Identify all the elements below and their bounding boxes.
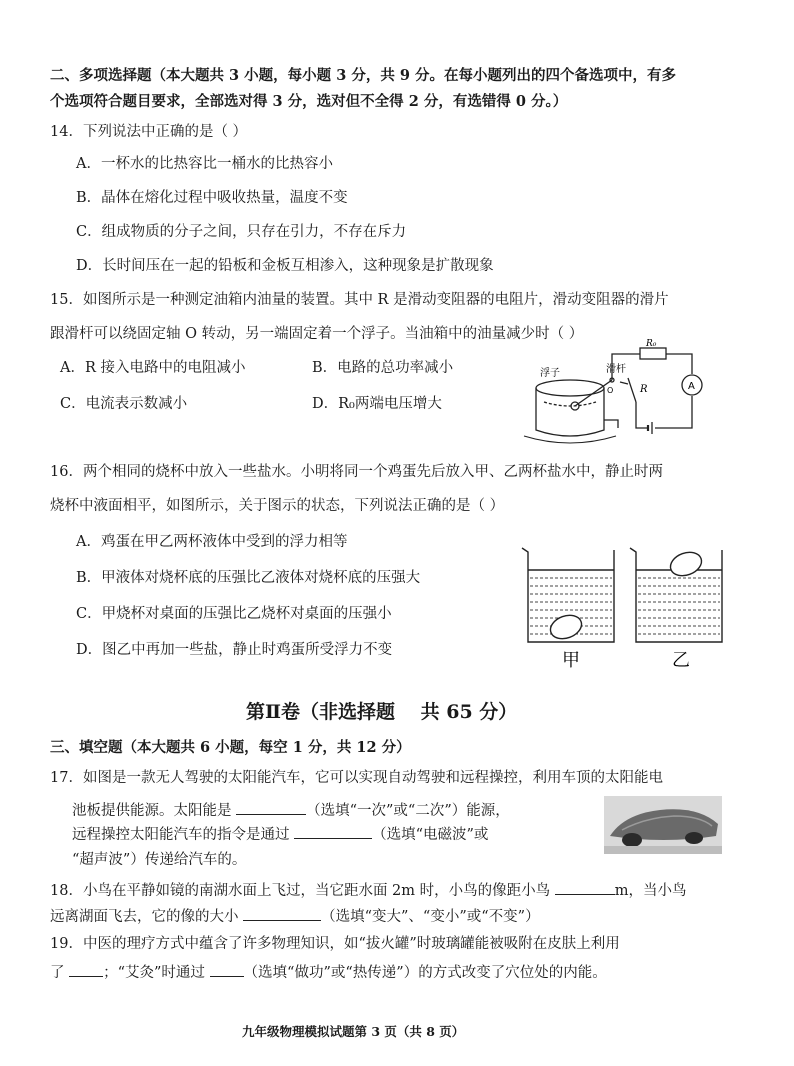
q19-line2: 了 ；“艾灸”时通过 （选填“做功”或“热传递”）的方式改变了穴位处的内能。 (50, 962, 607, 983)
q19-line1: 19．中医的理疗方式中蕴含了许多物理知识，如“拔火罐”时玻璃罐能被吸附在皮肤上利用 (50, 936, 620, 952)
q18-line2: 远离湖面飞去，它的像的大小 （选填“变大”、“变小”或“不变”） (50, 906, 540, 927)
egg-icon (667, 548, 705, 580)
section3-heading: 三、填空题（本大题共 6 小题，每空 1 分，共 12 分） (50, 739, 411, 756)
q17-line2: 池板提供能源。太阳能是 （选填“一次”或“二次”）能源， (72, 800, 510, 821)
beakers-figure (516, 540, 736, 674)
q14-stem: 14．下列说法中正确的是（ ） (50, 124, 248, 140)
section2-heading-line2: 个选项符合题目要求，全部选对得 3 分，选对但不全得 2 分，有选错得 0 分。） (50, 93, 568, 110)
q19-blank2[interactable] (210, 962, 244, 977)
q14-option-c: C．组成物质的分子之间，只存在引力，不存在斥力 (76, 224, 407, 240)
float-label: 浮子 (540, 368, 560, 379)
q16-option-b: B．甲液体对烧杯底的压强比乙液体对烧杯底的压强大 (76, 570, 421, 586)
q16-option-a: A．鸡蛋在甲乙两杯液体中受到的浮力相等 (76, 534, 348, 550)
q15-option-d: D．R₀两端电压增大 (312, 396, 442, 412)
q15-stem-line1: 15．如图所示是一种测定油箱内油量的装置。其中 R 是滑动变阻器的电阻片，滑动变阻器的滑片 (50, 292, 669, 308)
q18-blank1[interactable] (555, 880, 615, 895)
resistor-r0-label: R₀ (646, 339, 657, 349)
q14-option-d: D．长时间压在一起的铅板和金板互相渗入，这种现象是扩散现象 (76, 258, 494, 274)
q16-stem-line2: 烧杯中液面相平，如图所示，关于图示的状态，下列说法正确的是（ ） (50, 498, 505, 514)
beaker-right-label: 乙 (672, 650, 690, 671)
q16-option-c: C．甲烧杯对桌面的压强比乙烧杯对桌面的压强小 (76, 606, 392, 622)
q17-blank1[interactable] (236, 800, 306, 815)
q15-option-c: C．电流表示数减小 (60, 396, 188, 412)
q16-option-d: D．图乙中再加一些盐，静止时鸡蛋所受浮力不变 (76, 642, 393, 658)
pivot-label: O (607, 386, 614, 395)
ammeter-icon: A (688, 381, 695, 392)
q14-option-b: B．晶体在熔化过程中吸收热量，温度不变 (76, 190, 348, 206)
q16-stem-line1: 16．两个相同的烧杯中放入一些盐水。小明将同一个鸡蛋先后放入甲、乙两杯盐水中，静止时两 (50, 464, 663, 480)
q19-blank1[interactable] (69, 962, 103, 977)
solar-car-image (604, 796, 722, 854)
q15-stem-line2: 跟滑杆可以绕固定轴 O 转动，另一端固定着一个浮子。当油箱中的油量减少时（ ） (50, 326, 584, 342)
page-footer: 九年级物理模拟试题第 3 页（共 8 页） (242, 1024, 465, 1039)
part2-title: 第Ⅱ卷（非选择题 共 65 分） (246, 701, 518, 723)
beaker-left-label: 甲 (562, 650, 580, 671)
q18-blank2[interactable] (243, 906, 321, 921)
q14-option-a: A．一杯水的比热容比一桶水的比热容小 (76, 156, 333, 172)
q17-blank2[interactable] (294, 824, 372, 839)
q17-line1: 17．如图是一款无人驾驶的太阳能汽车，它可以实现自动驾驶和远程操控，利用车顶的太阳能电 (50, 770, 663, 786)
q17-line4: “超声波”）传递给汽车的。 (72, 852, 247, 868)
rod-label: 滑杆 (606, 364, 626, 375)
q17-line3: 远程操控太阳能汽车的指令是通过 （选填“电磁波”或 (72, 824, 488, 845)
q15-option-a: A．R 接入电路中的电阻减小 (60, 360, 246, 376)
egg-icon (547, 611, 585, 643)
section2-heading-line1: 二、多项选择题（本大题共 3 小题，每小题 3 分，共 9 分。在每小题列出的四个备选项中，有多 (50, 67, 677, 84)
q18-line1: 18．小鸟在平静如镜的南湖水面上飞过，当它距水面 2m 时，小鸟的像距小鸟 m，当小鸟 (50, 880, 687, 901)
resistor-r-label: R (640, 384, 648, 395)
oil-gauge-figure (520, 340, 720, 450)
q15-option-b: B．电路的总功率减小 (312, 360, 454, 376)
